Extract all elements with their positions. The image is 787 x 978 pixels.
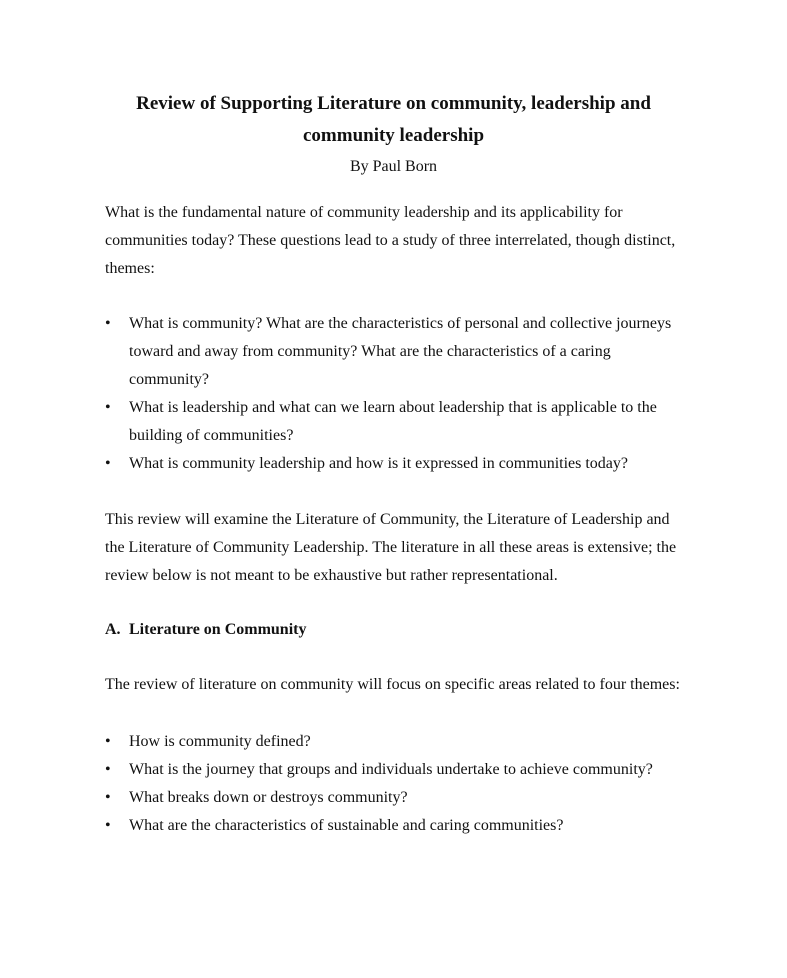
- bullet-icon: •: [105, 789, 111, 806]
- intro-paragraph: [105, 199, 695, 283]
- section-marker: A.: [105, 621, 121, 638]
- text-line: The review of literature on community will focus on specific areas related to four themes:: [105, 676, 680, 693]
- section-title: Literature on Community: [129, 621, 307, 638]
- text-line: What are the characteristics of sustainable and caring communities?: [129, 817, 564, 834]
- title-line: community leadership: [302, 125, 485, 146]
- text-line: themes:: [105, 260, 155, 277]
- list-item: [105, 394, 705, 450]
- text-line: What breaks down or destroys community?: [129, 789, 408, 806]
- section-heading: [105, 616, 306, 644]
- bullet-icon: •: [105, 399, 111, 416]
- themes-list: [105, 310, 705, 478]
- bullet-icon: •: [105, 817, 111, 834]
- bullet-icon: •: [105, 455, 111, 472]
- list-item: [105, 310, 705, 394]
- list-item: [105, 756, 705, 784]
- bullet-icon: •: [105, 761, 111, 778]
- text-line: This review will examine the Literature of Community, the Literature of Leadership and: [105, 511, 670, 528]
- title-line: Review of Supporting Literature on community, leadership and: [136, 93, 651, 114]
- text-line: communities today? These questions lead to a study of three interrelated, though distinct,: [105, 232, 676, 249]
- text-line: What is community leadership and how is it expressed in communities today?: [129, 455, 629, 472]
- text-line: the Literature of Community Leadership. The literature in all these areas is extensive; the: [105, 539, 677, 556]
- text-line: What is leadership and what can we learn about leadership that is applicable to the: [129, 399, 657, 416]
- review-paragraph: [105, 506, 695, 590]
- list-item: [105, 450, 705, 478]
- text-line: review below is not meant to be exhaustive but rather representational.: [105, 567, 558, 584]
- community-questions-list: [105, 728, 705, 840]
- list-item: [105, 812, 705, 840]
- text-line: toward and away from community? What are the characteristics of a caring: [129, 343, 611, 360]
- text-line: What is community? What are the characteristics of personal and collective journeys: [129, 315, 672, 332]
- list-item: [105, 728, 705, 756]
- text-line: What is the fundamental nature of community leadership and its applicability for: [105, 204, 623, 221]
- section-intro: [105, 671, 705, 699]
- text-line: How is community defined?: [129, 733, 311, 750]
- list-item: [105, 784, 705, 812]
- bullet-icon: •: [105, 733, 111, 750]
- byline: By Paul Born: [349, 158, 438, 175]
- document-title: [0, 88, 787, 152]
- text-line: What is the journey that groups and individuals undertake to achieve community?: [129, 761, 653, 778]
- text-line: community?: [129, 371, 209, 388]
- bullet-icon: •: [105, 315, 111, 332]
- text-line: building of communities?: [129, 427, 294, 444]
